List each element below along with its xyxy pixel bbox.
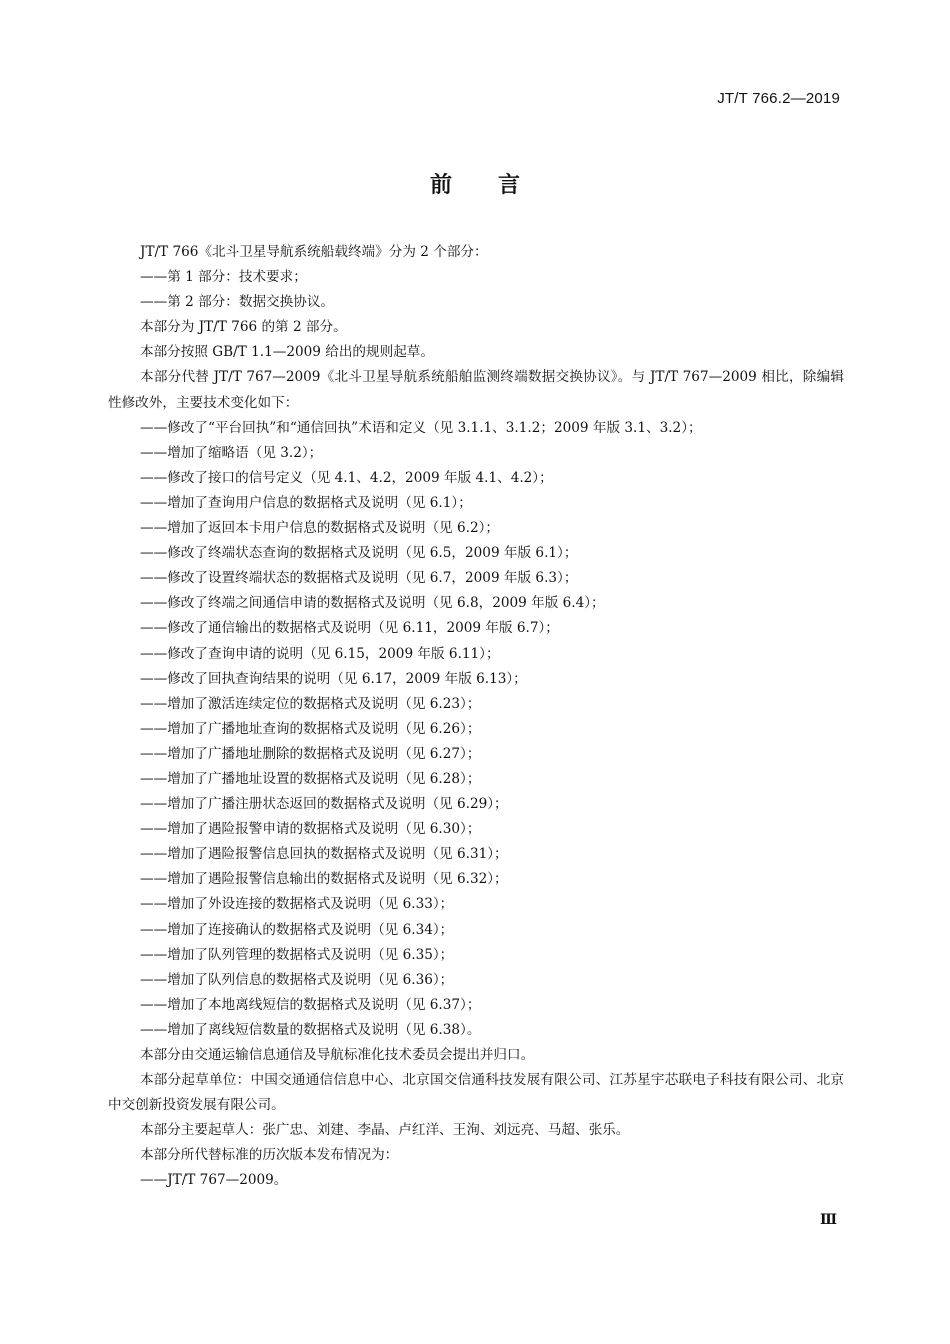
list-item: ——增加了离线短信数量的数据格式及说明（见 6.38）。 [140, 1021, 481, 1038]
list-item: ——修改了终端之间通信申请的数据格式及说明（见 6.8，2009 年版 6.4）； [140, 595, 605, 612]
list-item: ——增加了队列管理的数据格式及说明（见 6.35）； [140, 946, 454, 963]
list-item: ——增加了遇险报警信息回执的数据格式及说明（见 6.31）； [140, 846, 508, 863]
list-item: ——增加了广播地址查询的数据格式及说明（见 6.26）； [140, 720, 481, 737]
list-item: ——增加了连接确认的数据格式及说明（见 6.34）； [140, 921, 454, 938]
list-item: ——增加了广播地址删除的数据格式及说明（见 6.27）； [140, 745, 481, 762]
list-item: ——增加了缩略语（见 3.2）； [140, 444, 323, 461]
list-item: ——增加了队列信息的数据格式及说明（见 6.36）； [140, 971, 454, 988]
list-item: ——修改了终端状态查询的数据格式及说明（见 6.5，2009 年版 6.1）； [140, 545, 578, 562]
paragraph: 本部分为 JT/T 766 的第 2 部分。 [140, 319, 347, 336]
list-item: ——第 2 部分：数据交换协议。 [140, 294, 335, 311]
list-item: ——增加了遇险报警信息输出的数据格式及说明（见 6.32）； [140, 871, 508, 888]
standard-code: JT/T 766.2—2019 [717, 90, 840, 107]
list-item: ——修改了设置终端状态的数据格式及说明（见 6.7，2009 年版 6.3）； [140, 570, 578, 587]
list-item: ——增加了查询用户信息的数据格式及说明（见 6.1）； [140, 494, 472, 511]
list-item: ——修改了回执查询结果的说明（见 6.17，2009 年版 6.13）； [140, 670, 527, 687]
list-item: ——增加了遇险报警申请的数据格式及说明（见 6.30）； [140, 821, 481, 838]
paragraph: 本部分代替 JT/T 767—2009《北斗卫星导航系统船舶监测终端数据交换协议》。与 JT/T 767—2009 相比，除编辑性修改外，主要技术变化如下： [108, 369, 844, 411]
list-item: ——增加了广播地址设置的数据格式及说明（见 6.28）； [140, 770, 481, 787]
list-item: ——增加了本地离线短信的数据格式及说明（见 6.37）； [140, 996, 481, 1013]
list-item: ——第 1 部分：技术要求； [140, 269, 307, 286]
document-body [108, 240, 844, 1194]
list-item: ——增加了激活连续定位的数据格式及说明（见 6.23）； [140, 695, 481, 712]
list-item: ——JT/T 767—2009。 [140, 1172, 288, 1189]
paragraph: 本部分由交通运输信息通信及导航标准化技术委员会提出并归口。 [140, 1047, 535, 1063]
paragraph: 本部分起草单位：中国交通通信信息中心、北京国交信通科技发展有限公司、江苏星宇芯联电子科技有限公司、北京中交创新投资发展有限公司。 [108, 1072, 844, 1114]
list-item: ——修改了接口的信号定义（见 4.1、4.2，2009 年版 4.1、4.2）； [140, 469, 553, 486]
list-item: ——修改了“平台回执”和“通信回执”术语和定义（见 3.1.1、3.1.2；2009 年版 3.1、3.2）； [140, 419, 702, 436]
paragraph: JT/T 766《北斗卫星导航系统船载终端》分为 2 个部分： [140, 244, 488, 260]
list-item: ——修改了通信输出的数据格式及说明（见 6.11，2009 年版 6.7）； [140, 620, 559, 637]
list-item: ——增加了外设连接的数据格式及说明（见 6.33）； [140, 896, 454, 913]
page-number: Ⅲ [819, 1212, 837, 1228]
page-title: 前言 [429, 173, 566, 198]
paragraph: 本部分按照 GB/T 1.1—2009 给出的规则起草。 [140, 344, 434, 361]
paragraph: 本部分所代替标准的历次版本发布情况为： [140, 1147, 399, 1164]
list-item: ——修改了查询申请的说明（见 6.15，2009 年版 6.11）； [140, 645, 500, 662]
list-item: ——增加了返回本卡用户信息的数据格式及说明（见 6.2）； [140, 520, 499, 537]
list-item: ——增加了广播注册状态返回的数据格式及说明（见 6.29）； [140, 796, 508, 813]
paragraph: 本部分主要起草人：张广忠、刘建、李晶、卢红洋、王洵、刘远亮、马超、张乐。 [140, 1122, 630, 1139]
